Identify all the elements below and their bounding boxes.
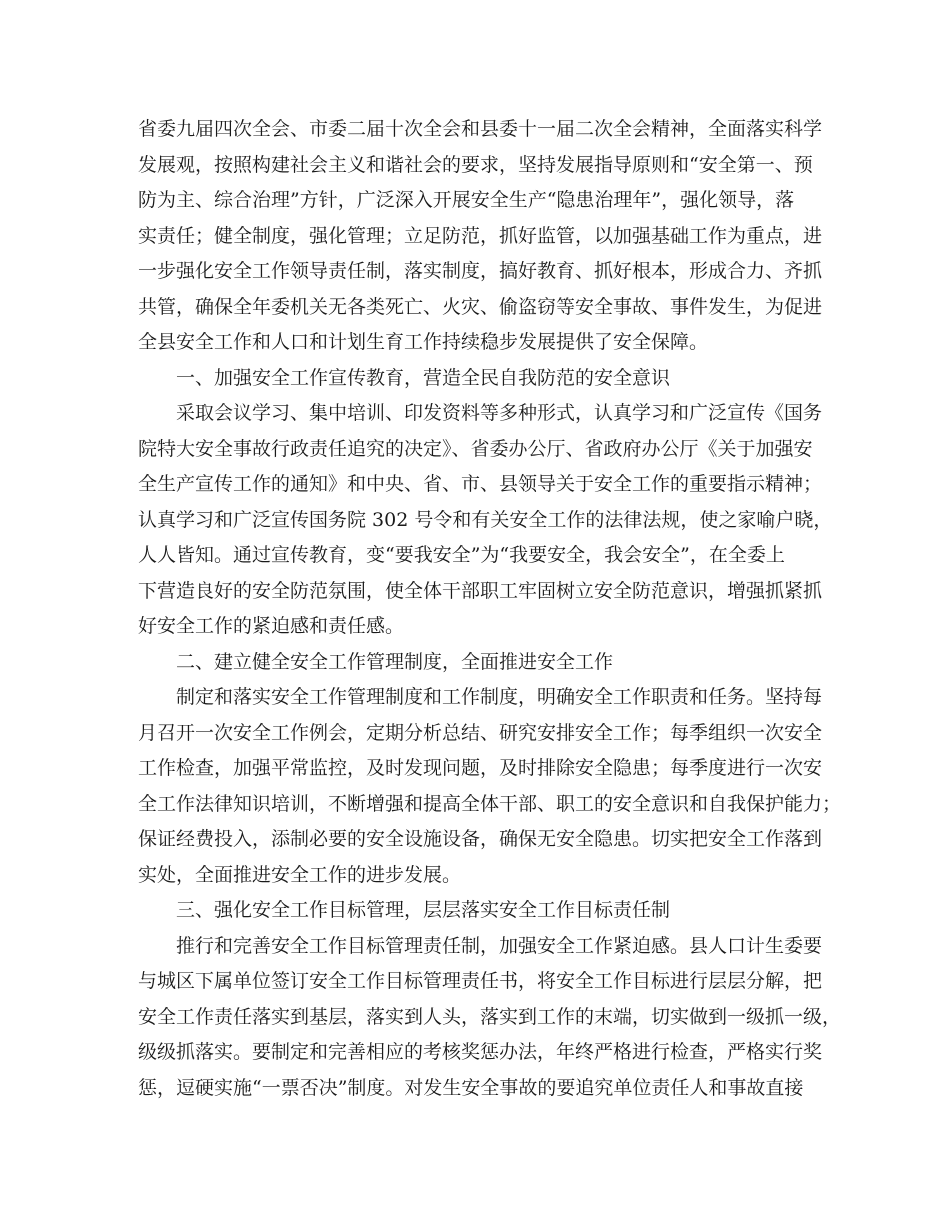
text-line: 月召开一次安全工作例会，定期分析总结、研究安排安全工作；每季组织一次安全 — [138, 721, 823, 744]
text-line: 一、加强安全工作宣传教育，营造全民自我防范的安全意识 — [176, 366, 671, 389]
text-line: 二、建立健全安全工作管理制度，全面推进安全工作 — [176, 650, 614, 673]
text-line: 省委九届四次全会、市委二届十次全会和县委十一届二次全会精神，全面落实科学 — [138, 118, 823, 140]
text-line: 惩，逗硬实施“一票否决”制度。对发生安全事故的要追究单位责任人和事故直接 — [138, 1076, 804, 1099]
text-line: 好安全工作的紧迫感和责任感。 — [138, 615, 405, 637]
text-line: 实责任；健全制度，强化管理；立足防范，抓好监管，以加强基础工作为重点，进 — [138, 224, 823, 247]
text-line: 院特大安全事故行政责任追究的决定》、省委办公厅、省政府办公厅《关于加强安 — [138, 437, 813, 460]
text-line: 级级抓落实。要制定和完善相应的考核奖惩办法，年终严格进行检查，严格实行奖 — [138, 1041, 823, 1063]
text-line: 全工作法律知识培训，不断增强和提高全体干部、职工的安全意识和自我保护能力； — [138, 792, 842, 815]
text-line: 全生产宣传工作的通知》和中央、省、市、县领导关于安全工作的重要指示精神； — [138, 473, 823, 495]
text-line: 工作检查，加强平常监控，及时发现问题，及时排除安全隐患；每季度进行一次安 — [138, 757, 823, 779]
text-line: 与城区下属单位签订安全工作目标管理责任书，将安全工作目标进行层层分解，把 — [138, 970, 823, 992]
text-line: 共管，确保全年委机关无各类死亡、火灾、偷盗窃等安全事故、事件发生，为促进 — [138, 295, 823, 318]
text-line: 安全工作责任落实到基层，落实到人头，落实到工作的末端，切实做到一级抓一级， — [138, 1005, 842, 1028]
text-line: 认真学习和广泛宣传国务院 302 号令和有关安全工作的法律法规，使之家喻户晓， — [138, 508, 833, 531]
text-line: 人人皆知。通过宣传教育，变“要我安全”为“我要安全，我会安全”，在全委上 — [138, 544, 785, 566]
text-line: 防为主、综合治理”方针，广泛深入开展安全生产“隐患治理年”，强化领导，落 — [138, 189, 795, 211]
text-line: 全县安全工作和人口和计划生育工作持续稳步发展提供了安全保障。 — [138, 331, 709, 353]
text-line: 制定和落实安全工作管理制度和工作制度，明确安全工作职责和任务。坚持每 — [176, 686, 823, 708]
text-line: 推行和完善安全工作目标管理责任制，加强安全工作紧迫感。县人口计生委要 — [176, 934, 823, 957]
text-line: 一步强化安全工作领导责任制，落实制度，搞好教育、抓好根本，形成合力、齐抓 — [138, 260, 823, 282]
text-line: 采取会议学习、集中培训、印发资料等多种形式，认真学习和广泛宣传《国务 — [176, 402, 823, 424]
document-body — [138, 112, 842, 1106]
text-line: 三、强化安全工作目标管理，层层落实安全工作目标责任制 — [176, 899, 671, 921]
text-line: 实处，全面推进安全工作的进步发展。 — [138, 863, 462, 886]
text-line: 保证经费投入，添制必要的安全设施设备，确保无安全隐患。切实把安全工作落到 — [138, 828, 823, 850]
text-line: 下营造良好的安全防范氛围，使全体干部职工牢固树立安全防范意识，增强抓紧抓 — [138, 579, 823, 602]
text-line: 发展观，按照构建社会主义和谐社会的要求，坚持发展指导原则和“安全第一、预 — [138, 153, 813, 176]
